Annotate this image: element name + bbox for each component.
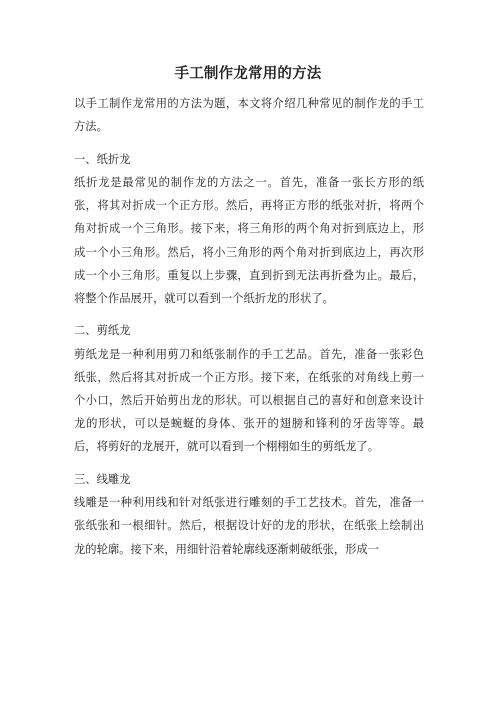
section-heading: 三、线雕龙 — [74, 472, 131, 486]
section-heading: 一、纸折龙 — [74, 152, 131, 166]
document-body — [74, 92, 424, 561]
spacer — [74, 138, 424, 147]
spacer — [74, 310, 424, 319]
section-paragraph: 剪纸龙是一种利用剪刀和纸张制作的手工艺品。首先，准备一张彩色纸张，然后将其对折成一个正方形。接下来，在纸张的对角线上剪一个小口，然后开始剪出龙的形状。可以根据自己的喜好和创意来设计龙的形状，可以是蜿蜒的身体、张开的翅膀和锋利的牙齿等等。最后，将剪好的龙展开，就可以看到一个栩栩如生的剪纸龙了。 — [74, 347, 424, 454]
section-heading: 二、剪纸龙 — [74, 324, 131, 338]
section-paragraph: 纸折龙是最常见的制作龙的方法之一。首先，准备一张长方形的纸张，将其对折成一个正方形。然后，再将正方形的纸张对折，将两个角对折成一个三角形。接下来，将三角形的两个角对折到底边上，形成一个小三角形。然后，将小三角形的两个角对折到底边上，再次形成一个小三角形。重复以上步骤，直到折到无法再折叠为止。最后，将整个作品展开，就可以看到一个纸折龙的形状了。 — [74, 175, 424, 305]
document-title: 手工制作龙常用的方法 — [174, 66, 322, 82]
section-paragraph: 线雕是一种利用线和针对纸张进行雕刻的手工艺技术。首先，准备一张纸张和一根细针。然后，根据设计好的龙的形状，在纸张上绘制出龙的轮廓。接下来，用细针沿着轮廓线逐渐刺破纸张，形成一 — [74, 496, 424, 556]
intro-paragraph: 以手工制作龙常用的方法为题，本文将介绍几种常见的制作龙的手工方法。 — [74, 97, 424, 134]
spacer — [74, 459, 424, 468]
